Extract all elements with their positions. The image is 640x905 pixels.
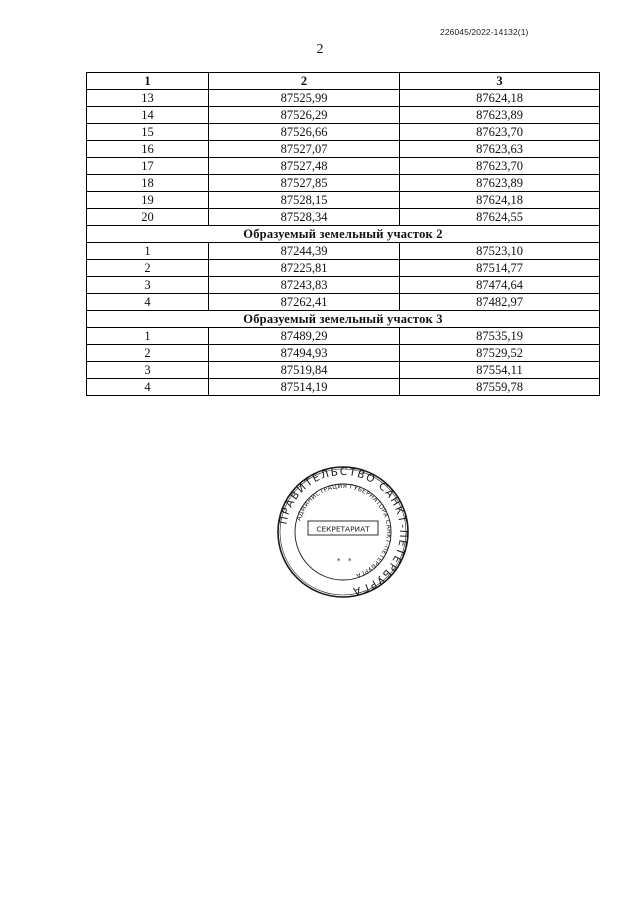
x-coordinate-cell: 87527,85 (209, 175, 400, 192)
y-coordinate-cell: 87529,52 (400, 345, 600, 362)
stamp-inner-text: АДМИНИСТРАЦИЯ ГУБЕРНАТОРА САНКТ-ПЕТЕРБУРГА (295, 482, 393, 579)
x-coordinate-cell: 87528,15 (209, 192, 400, 209)
table-row (87, 141, 600, 158)
document-id: 226045/2022-14132(1) (440, 27, 529, 37)
x-coordinate-cell: 87525,99 (209, 90, 400, 107)
x-coordinate-cell: 87519,84 (209, 362, 400, 379)
x-coordinate-cell: 87527,48 (209, 158, 400, 175)
table-row (87, 209, 600, 226)
x-coordinate-cell: 87528,34 (209, 209, 400, 226)
section-title: Образуемый земельный участок 3 (87, 311, 600, 328)
table-row (87, 379, 600, 396)
point-number-cell: 19 (87, 192, 209, 209)
table-row (87, 277, 600, 294)
column-header: 3 (400, 73, 600, 90)
x-coordinate-cell: 87494,93 (209, 345, 400, 362)
y-coordinate-cell: 87482,97 (400, 294, 600, 311)
point-number-cell: 16 (87, 141, 209, 158)
x-coordinate-cell: 87489,29 (209, 328, 400, 345)
table-row (87, 243, 600, 260)
x-coordinate-cell: 87225,81 (209, 260, 400, 277)
table-row (87, 124, 600, 141)
x-coordinate-cell: 87243,83 (209, 277, 400, 294)
x-coordinate-cell: 87244,39 (209, 243, 400, 260)
y-coordinate-cell: 87623,70 (400, 158, 600, 175)
column-header: 2 (209, 73, 400, 90)
section-row (87, 226, 600, 243)
y-coordinate-cell: 87623,70 (400, 124, 600, 141)
y-coordinate-cell: 87523,10 (400, 243, 600, 260)
y-coordinate-cell: 87624,55 (400, 209, 600, 226)
stamp-star-icon: * (337, 557, 341, 565)
table-header-row (87, 73, 600, 90)
stamp-outer-text: ПРАВИТЕЛЬСТВО САНКТ-ПЕТЕРБУРГА (277, 465, 410, 598)
official-seal-stamp (276, 465, 410, 599)
point-number-cell: 13 (87, 90, 209, 107)
table-row (87, 192, 600, 209)
point-number-cell: 3 (87, 277, 209, 294)
point-number-cell: 17 (87, 158, 209, 175)
table-row (87, 362, 600, 379)
y-coordinate-cell: 87623,63 (400, 141, 600, 158)
point-number-cell: 14 (87, 107, 209, 124)
point-number-cell: 4 (87, 379, 209, 396)
y-coordinate-cell: 87535,19 (400, 328, 600, 345)
table-row (87, 90, 600, 107)
point-number-cell: 4 (87, 294, 209, 311)
table-row (87, 294, 600, 311)
y-coordinate-cell: 87623,89 (400, 175, 600, 192)
y-coordinate-cell: 87559,78 (400, 379, 600, 396)
table-body (87, 90, 600, 396)
point-number-cell: 3 (87, 362, 209, 379)
stamp-star-icon: * (348, 557, 352, 565)
x-coordinate-cell: 87262,41 (209, 294, 400, 311)
stamp-center-text: СЕКРЕТАРИАТ (316, 524, 370, 534)
point-number-cell: 2 (87, 345, 209, 362)
y-coordinate-cell: 87624,18 (400, 90, 600, 107)
point-number-cell: 1 (87, 328, 209, 345)
section-row (87, 311, 600, 328)
y-coordinate-cell: 87623,89 (400, 107, 600, 124)
x-coordinate-cell: 87526,29 (209, 107, 400, 124)
column-header: 1 (87, 73, 209, 90)
y-coordinate-cell: 87514,77 (400, 260, 600, 277)
table-row (87, 260, 600, 277)
point-number-cell: 18 (87, 175, 209, 192)
table-row (87, 345, 600, 362)
x-coordinate-cell: 87527,07 (209, 141, 400, 158)
x-coordinate-cell: 87526,66 (209, 124, 400, 141)
point-number-cell: 2 (87, 260, 209, 277)
point-number-cell: 20 (87, 209, 209, 226)
table-row (87, 158, 600, 175)
coordinates-table (86, 72, 600, 396)
page-number: 2 (316, 42, 324, 57)
y-coordinate-cell: 87554,11 (400, 362, 600, 379)
y-coordinate-cell: 87474,64 (400, 277, 600, 294)
table-row (87, 328, 600, 345)
table-row (87, 175, 600, 192)
y-coordinate-cell: 87624,18 (400, 192, 600, 209)
table-row (87, 107, 600, 124)
x-coordinate-cell: 87514,19 (209, 379, 400, 396)
point-number-cell: 1 (87, 243, 209, 260)
section-title: Образуемый земельный участок 2 (87, 226, 600, 243)
point-number-cell: 15 (87, 124, 209, 141)
